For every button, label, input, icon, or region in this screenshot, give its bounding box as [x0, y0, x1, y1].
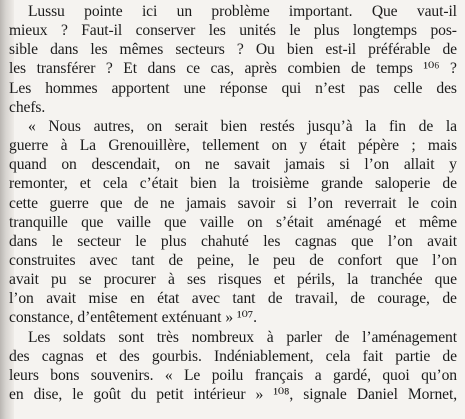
text-line: leurs bons souvenirs. « Le poilu français a gardé, quoi qu’on — [9, 366, 457, 384]
text-line: remonter, et cela c’était bien la troisième grande saloperie de — [9, 175, 457, 193]
text-line: avait pu se procurer à ses risques et périls, la tranchée que — [9, 271, 457, 289]
text-line: guerre à La Grenouillère, tellement on y était pépère ; mais — [9, 137, 457, 155]
text-line: tranquille que vaille que vaille on s’était aménagé et même — [9, 213, 457, 231]
text-line: quand on descendait, on ne savait jamais si l’on allait y — [9, 156, 457, 174]
text-line: Les soldats sont très nombreux à parler de l’aménagement — [28, 328, 457, 346]
text-line: Lussu pointe ici un problème important. Que vaut-il — [28, 3, 457, 20]
text-line: dans le secteur le plus chahuté les cagnas que l’on avait — [9, 232, 457, 250]
text-line: les transférer ? Et dans ce cas, après combien de temps ¹⁰⁶ ? — [9, 60, 457, 78]
text-line: en dise, le goût du petit intérieur » ¹⁰⁸, signale Daniel Mornet, — [9, 386, 457, 403]
text-line: constance, d’entêtement exténuant » ¹⁰⁷. — [9, 309, 257, 327]
text-line: chefs. — [9, 98, 46, 116]
text-line: Les hommes apportent une réponse qui n’est pas celle des — [9, 79, 457, 97]
text-line: « Nous autres, on serait bien restés jusqu’à la fin de la — [28, 117, 457, 135]
text-line: mieux ? Faut-il conserver les unités le plus longtemps pos- — [9, 22, 457, 40]
text-line: construites avec tant de peine, le peu de confort que l’on — [9, 251, 457, 269]
text-line: l’on avait mise en état avec tant de travail, de courage, de — [9, 290, 457, 308]
text-line: cette guerre que de ne jamais savoir si l’on reverrait le coin — [9, 194, 457, 212]
text-line: sible dans les mêmes secteurs ? Ou bien est-il préférable de — [9, 41, 457, 59]
text-line: des cagnas et des gourbis. Indéniablement, cela fait partie de — [9, 347, 457, 365]
